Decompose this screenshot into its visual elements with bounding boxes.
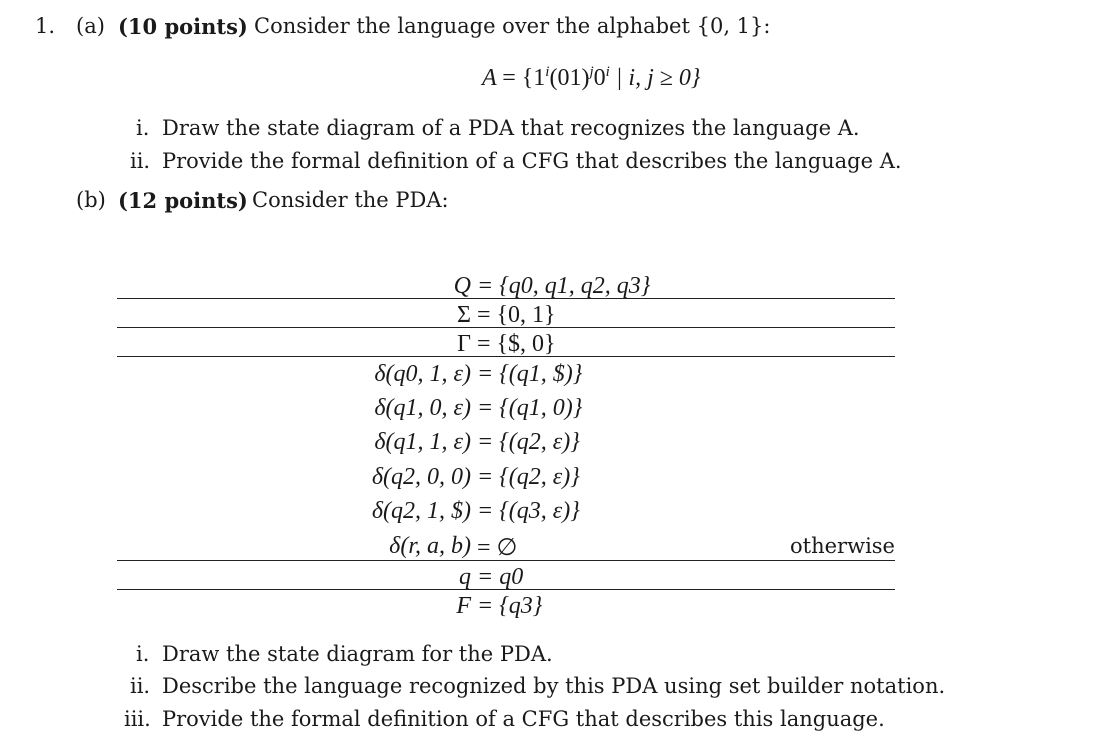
transition-row: δ(r, a, b) = ∅ otherwise — [389, 533, 895, 561]
definition-row: F = {q3} — [456, 593, 543, 619]
part-b-item-text: Provide the formal definition of a CFG that describes this language. — [162, 707, 885, 731]
definition-row: Σ = {0, 1} — [457, 302, 556, 328]
part-b-label: (b) — [76, 188, 106, 212]
transition-row: δ(q2, 0, 0) = {(q2, ε)} — [371, 464, 580, 490]
transition-row: δ(q1, 1, ε) = {(q2, ε)} — [374, 429, 580, 455]
part-b-item-num: i. — [136, 642, 150, 666]
table-rule — [117, 356, 895, 357]
part-b-prompt: Consider the PDA: — [252, 188, 449, 212]
definition-rhs: = {q0, q1, q2, q3} — [477, 273, 651, 299]
definition-row: Γ = {$, 0} — [457, 331, 556, 357]
part-b-item-text: Describe the language recognized by this PDA using set builder notation. — [162, 674, 946, 698]
part-a-item-num: ii. — [130, 149, 151, 173]
definition-row: Q = {q0, q1, q2, q3} — [453, 273, 651, 299]
part-a-item-num: i. — [136, 116, 150, 140]
language-definition: $A = \{1^i(01)^j0^i$ | i, j ≥ 0} — [482, 64, 701, 91]
part-a-item-text: Draw the state diagram of a PDA that recognizes the language A. — [162, 116, 860, 140]
transition-row: δ(q1, 0, ε) = {(q1, 0)} — [374, 395, 583, 421]
definition-row: q = q0 — [459, 564, 524, 590]
part-b-points: (12 points) — [118, 188, 248, 213]
part-a-points: (10 points) — [118, 14, 248, 39]
part-b-item-num: iii. — [124, 707, 151, 731]
part-a-prompt: Consider the language over the alphabet {0, 1}: — [254, 14, 771, 38]
transition-row: δ(q0, 1, ε) = {(q1, $)} — [374, 361, 583, 387]
otherwise-note: otherwise — [790, 534, 895, 558]
part-b-item-text: Draw the state diagram for the PDA. — [162, 642, 553, 666]
part-a-item-text: Provide the formal definition of a CFG that describes the language A. — [162, 149, 902, 173]
part-b-item-num: ii. — [130, 674, 151, 698]
part-a-label: (a) — [76, 14, 105, 38]
problem-number: 1. — [35, 14, 56, 38]
transition-row: δ(q2, 1, $) = {(q3, ε)} — [371, 498, 580, 524]
